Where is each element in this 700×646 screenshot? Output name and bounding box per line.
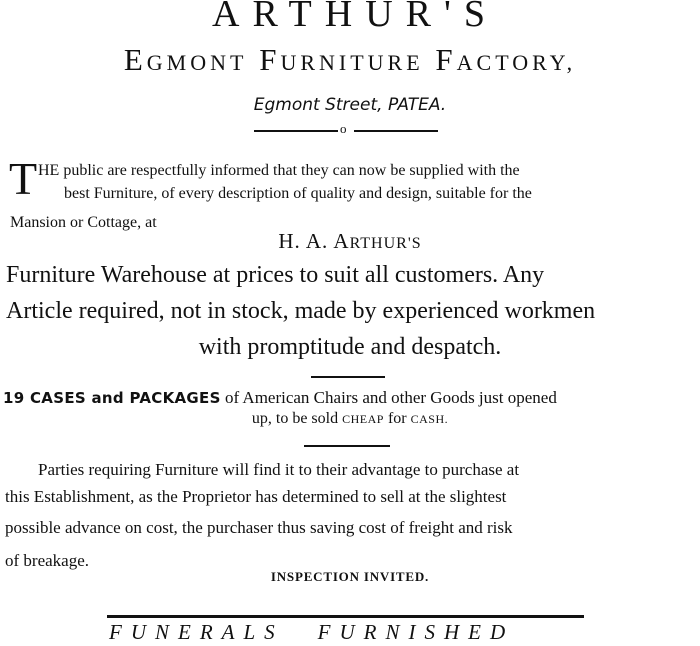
advice-line: possible advance on cost, the purchaser thus saving cost of freight and risk [5, 518, 513, 537]
shipment-bold: 19 CASES and PACKAGES [3, 389, 221, 407]
footer-banner [109, 620, 514, 645]
subtitle-part: F [247, 42, 281, 77]
subtitle-part: ACTORY, [456, 50, 577, 75]
warehouse-line: Furniture Warehouse at prices to suit all customers. Any [6, 262, 545, 288]
subtitle [0, 42, 700, 78]
shipment-line [3, 388, 557, 408]
proprietor-surname: RTHUR'S [349, 235, 422, 252]
street-address: Egmont Street, PATEA. [253, 95, 447, 115]
subtitle-part: F [423, 42, 457, 77]
intro-line: HE public are respectfully informed that they can now be supplied with the [38, 162, 520, 179]
proprietor-name [0, 229, 700, 254]
intro-line: best Furniture, of every description of quality and design, suitable for the [64, 185, 532, 202]
warehouse-line: Article required, not in stock, made by experienced workmen [6, 298, 596, 324]
subtitle-part: GMONT [146, 50, 248, 75]
shipment-text: up, to be sold [251, 410, 343, 427]
furnished-word: FURNISHED [317, 620, 515, 644]
divider [311, 376, 385, 378]
divider [304, 445, 390, 447]
footer-rule [107, 615, 584, 618]
cheap-word: CHEAP [342, 412, 384, 426]
proprietor-initials: H. A. A [278, 229, 350, 253]
funerals-word: FUNERALS [109, 620, 284, 644]
advice-line: Parties requiring Furniture will find it to their advantage to purchase at [38, 460, 520, 479]
inspection-invited: INSPECTION INVITED. [270, 569, 430, 584]
shipment-line [0, 410, 700, 428]
drop-cap: T [9, 153, 38, 204]
warehouse-line: with promptitude and despatch. [198, 334, 502, 360]
cash-word: CASH. [410, 412, 449, 426]
advice-line: of breakage. [5, 551, 90, 570]
subtitle-part: URNITURE [280, 50, 424, 75]
shipment-text: for [383, 410, 411, 427]
intro-line: Mansion or Cottage, at [10, 214, 157, 231]
rule-left [254, 130, 338, 132]
ornament-rule [254, 122, 438, 138]
shipment-text: of American Chairs and other Goods just opened [220, 388, 557, 407]
subtitle-part: E [123, 42, 147, 77]
rule-right [354, 130, 438, 132]
title: ARTHUR'S [212, 0, 498, 35]
ornament-o: o [340, 121, 347, 136]
advice-line: this Establishment, as the Proprietor has determined to sell at the slightest [5, 487, 507, 506]
